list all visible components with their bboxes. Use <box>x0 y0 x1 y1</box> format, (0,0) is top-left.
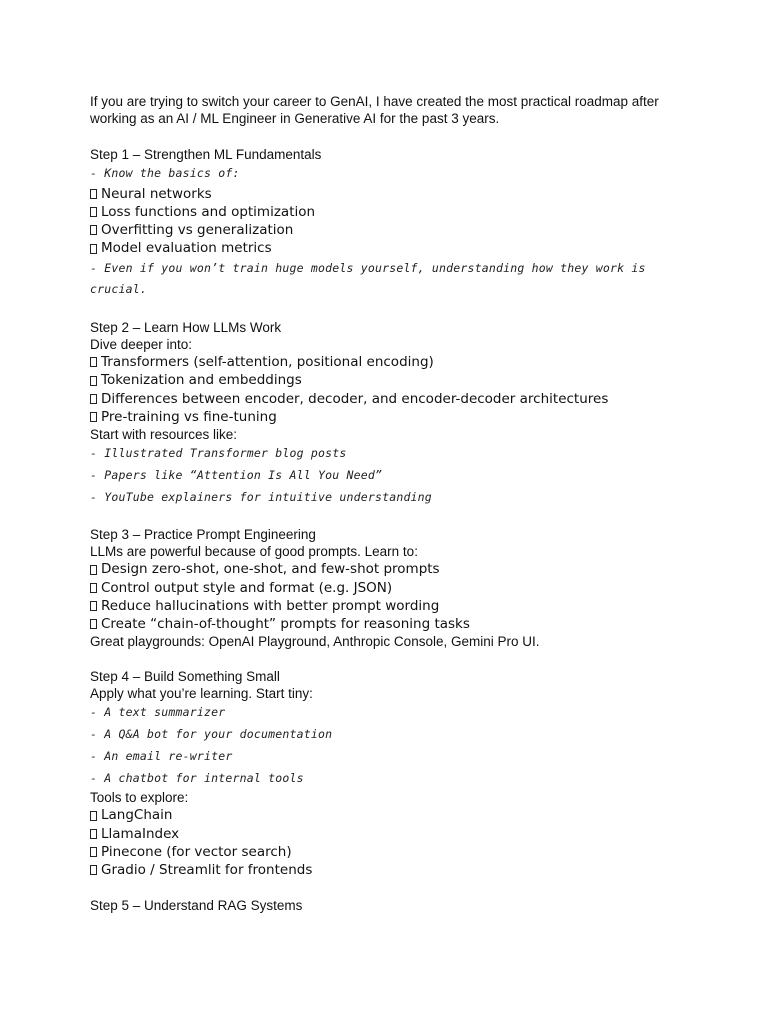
step-4-idea: - A chatbot for internal tools <box>90 770 304 785</box>
step-3-footer: Great playgrounds: OpenAI Playground, Anthropic Console, Gemini Pro UI. <box>90 634 540 650</box>
step-2-resource: - Papers like “Attention Is All You Need” <box>90 467 383 482</box>
step-2-resource: - Illustrated Transformer blog posts <box>90 446 347 461</box>
step-4-tool: Gradio / Streamlit for frontends <box>90 861 690 879</box>
step-3-bullet: Design zero-shot, one-shot, and few-shot prompts <box>90 560 690 578</box>
step-4-tool: LlamaIndex <box>90 825 690 843</box>
checkbox-glyph-icon <box>90 583 97 593</box>
step-1-bullet: Loss functions and optimization <box>90 203 690 221</box>
step-2-title: Step 2 – Learn How LLMs Work <box>90 320 282 336</box>
step-3-lead: LLMs are powerful because of good prompts. Learn to: <box>90 544 418 560</box>
checkbox-glyph-icon <box>90 357 97 367</box>
step-4-idea: - An email re-writer <box>90 748 233 763</box>
step-4-idea: - A text summarizer <box>90 705 226 720</box>
step-4-tool: Pinecone (for vector search) <box>90 843 690 861</box>
step-4-tools-lead: Tools to explore: <box>90 790 189 806</box>
step-1-bullet: Overfitting vs generalization <box>90 221 690 239</box>
step-4-lead: Apply what you’re learning. Start tiny: <box>90 686 313 702</box>
checkbox-glyph-icon <box>90 829 97 839</box>
step-2-lead: Dive deeper into: <box>90 337 193 353</box>
checkbox-glyph-icon <box>90 601 97 611</box>
checkbox-glyph-icon <box>90 376 97 386</box>
step-2-bullet: Pre-training vs fine-tuning <box>90 408 690 426</box>
step-2-bullet: Transformers (self-attention, positional encoding) <box>90 353 690 371</box>
step-5-title: Step 5 – Understand RAG Systems <box>90 898 303 914</box>
step-1-title: Step 1 – Strengthen ML Fundamentals <box>90 147 322 162</box>
checkbox-glyph-icon <box>90 619 97 629</box>
step-3-bullet: Control output style and format (e.g. JSON) <box>90 579 690 597</box>
step-1-bullet: Model evaluation metrics <box>90 239 690 257</box>
checkbox-glyph-icon <box>90 394 97 404</box>
step-2-bullet: Tokenization and embeddings <box>90 371 690 389</box>
step-1-note: - Even if you won’t train huge models yourself, understanding how they work is crucial. <box>90 260 646 297</box>
document-body <box>90 93 690 932</box>
step-1-bullet: Neural networks <box>90 185 690 203</box>
step-4-idea: - A Q&A bot for your documentation <box>90 727 333 742</box>
checkbox-glyph-icon <box>90 189 97 199</box>
checkbox-glyph-icon <box>90 207 97 217</box>
checkbox-glyph-icon <box>90 811 97 821</box>
step-1-section <box>90 146 690 301</box>
checkbox-glyph-icon <box>90 225 97 235</box>
step-2-resources-lead: Start with resources like: <box>90 427 238 443</box>
checkbox-glyph-icon <box>90 847 97 857</box>
step-2-resource: - YouTube explainers for intuitive understanding <box>90 489 432 504</box>
step-3-bullet: Create “chain-of-thought” prompts for reasoning tasks <box>90 615 690 633</box>
checkbox-glyph-icon <box>90 412 97 422</box>
step-2-section <box>90 319 690 508</box>
step-3-title: Step 3 – Practice Prompt Engineering <box>90 527 316 543</box>
step-3-section <box>90 526 690 650</box>
checkbox-glyph-icon <box>90 865 97 875</box>
step-5-section <box>90 897 690 914</box>
step-3-bullet: Reduce hallucinations with better prompt wording <box>90 597 690 615</box>
checkbox-glyph-icon <box>90 244 97 254</box>
step-4-tool: LangChain <box>90 806 690 824</box>
checkbox-glyph-icon <box>90 565 97 575</box>
step-4-section <box>90 668 690 879</box>
step-1-lead: - Know the basics of: <box>90 166 240 180</box>
step-2-bullet: Differences between encoder, decoder, and encoder-decoder architectures <box>90 390 690 408</box>
step-4-title: Step 4 – Build Something Small <box>90 669 280 685</box>
intro-paragraph: If you are trying to switch your career to GenAI, I have created the most practical roadmap after working as an AI / ML Engineer in Generative AI for the past 3 years. <box>90 94 663 126</box>
